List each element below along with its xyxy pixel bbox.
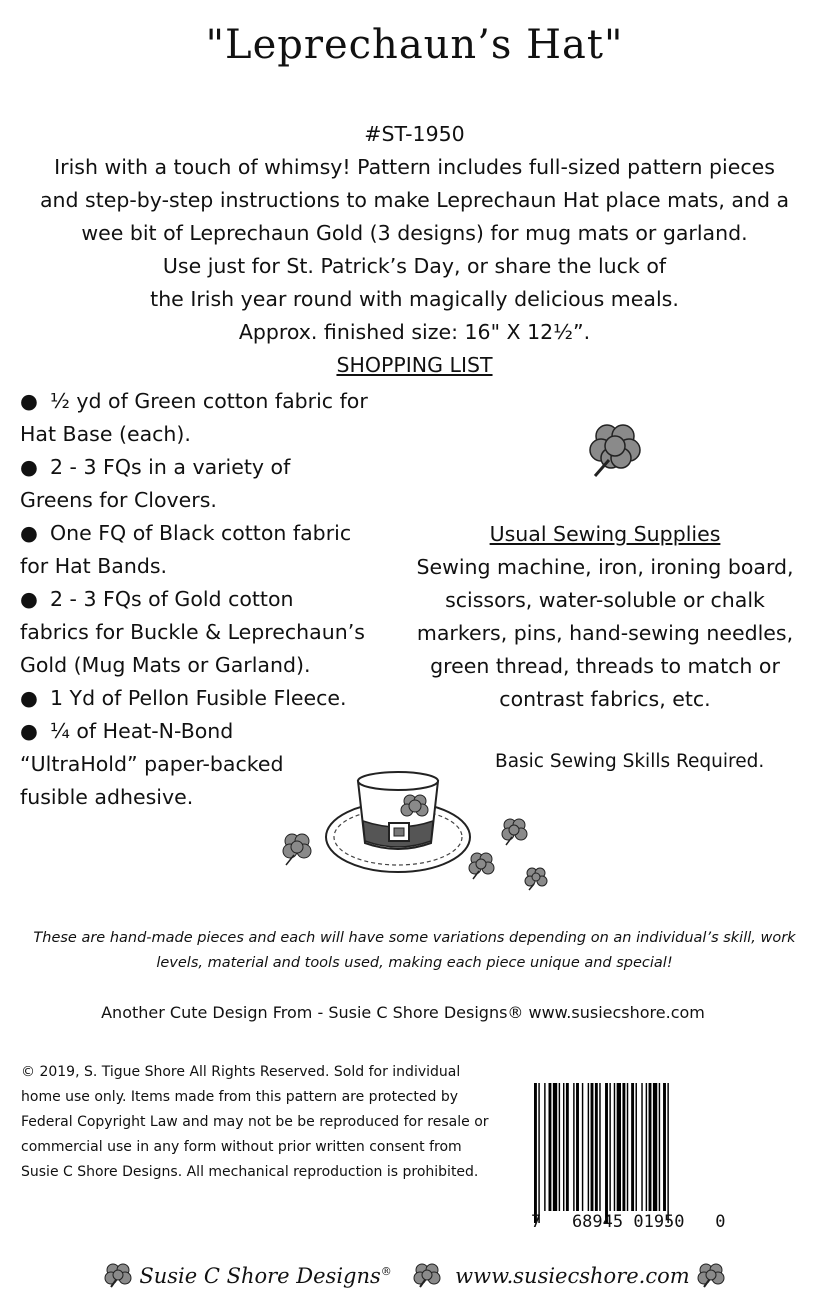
barcode-bar (588, 1083, 589, 1211)
shopping-list-text: Hat Base (each). (20, 422, 191, 446)
shopping-list-item-continued (20, 484, 400, 517)
copyright-line: home use only. Items made from this pattern are protected by (21, 1089, 458, 1105)
barcode-bar (614, 1083, 615, 1211)
barcode-bar (667, 1083, 668, 1223)
barcode-bar (627, 1083, 628, 1211)
barcode-bar (653, 1083, 657, 1211)
disclaimer-line: These are hand-made pieces and each will have some variations depending on an individual’s skill, work (33, 930, 796, 946)
shopping-list-text: “UltraHold” paper-backed (20, 752, 284, 776)
barcode-bar (582, 1083, 583, 1211)
shopping-list-item-continued (20, 649, 400, 682)
barcode-bar (559, 1083, 560, 1211)
shopping-list-text: for Hat Bands. (20, 554, 168, 578)
shopping-list-item (20, 583, 400, 616)
designer-credit: Another Cute Design From - Susie C Shore Designs® www.susiecshore.com (101, 1003, 705, 1022)
barcode-bar (576, 1083, 579, 1211)
supplies-line: Sewing machine, iron, ironing board, (416, 555, 794, 579)
barcode-bar (622, 1083, 625, 1211)
shamrock-icon (696, 1262, 726, 1288)
barcode-bar (636, 1083, 637, 1211)
copyright-line: © 2019, S. Tigue Shore All Rights Reserved. Sold for individual (21, 1064, 461, 1080)
description-block (0, 118, 829, 382)
shopping-list-item (20, 682, 400, 715)
barcode-bar (591, 1083, 594, 1211)
disclaimer (0, 926, 829, 976)
footer (0, 1262, 829, 1288)
shopping-list-text: ¼ of Heat-N-Bond (50, 719, 234, 743)
shopping-list (20, 385, 400, 814)
description-line: wee bit of Leprechaun Gold (3 designs) for mug mats or garland. (81, 221, 748, 245)
barcode-bar (534, 1083, 537, 1223)
footer-website: www.susiecshore.com (455, 1264, 690, 1288)
disclaimer-line: levels, material and tools used, making each piece unique and special! (156, 955, 673, 971)
footer-brand: Susie C Shore Designs (139, 1264, 381, 1288)
barcode-bar (599, 1083, 600, 1211)
supplies-line: markers, pins, hand-sewing needles, (416, 621, 794, 645)
barcode-bar (549, 1083, 552, 1211)
description-line: Irish with a touch of whimsy! Pattern includes full-sized pattern pieces (54, 155, 775, 179)
shamrock-icon (103, 1262, 133, 1288)
description-line: Use just for St. Patrick’s Day, or share the luck of (162, 254, 667, 278)
finished-size: Approx. finished size: 16" X 12½”. (238, 320, 591, 344)
barcode-bar (659, 1083, 660, 1211)
shopping-list-text: fusible adhesive. (20, 785, 194, 809)
barcode-bar (544, 1083, 545, 1211)
barcode-bar (641, 1083, 642, 1211)
sku: #ST-1950 (364, 122, 465, 146)
barcode-bar (538, 1083, 539, 1223)
shopping-list-item-continued (20, 616, 400, 649)
shopping-list-text: One FQ of Black cotton fabric (50, 521, 352, 545)
barcode-bar (566, 1083, 569, 1211)
barcode-bar (649, 1083, 652, 1211)
shopping-list-text: 2 - 3 FQs of Gold cotton (50, 587, 294, 611)
bullet-icon: ● (20, 587, 38, 611)
bullet-icon: ● (20, 521, 38, 545)
shopping-list-item-continued (20, 418, 400, 451)
shamrock-icon (412, 1262, 442, 1288)
supplies-line: scissors, water-soluble or chalk (445, 588, 765, 612)
shopping-list-item (20, 517, 400, 550)
shopping-list-heading: SHOPPING LIST (336, 353, 493, 377)
barcode-bar (563, 1083, 564, 1211)
barcode-bar (553, 1083, 557, 1211)
supplies-line: contrast fabrics, etc. (499, 687, 711, 711)
copyright-line: Federal Copyright Law and may not be be reproduced for resale or (21, 1114, 489, 1130)
shopping-list-item-continued (20, 550, 400, 583)
shopping-list-text: Gold (Mug Mats or Garland). (20, 653, 311, 677)
shopping-list-item (20, 715, 400, 748)
bullet-icon: ● (20, 719, 38, 743)
supplies-heading: Usual Sewing Supplies (489, 522, 721, 546)
bullet-icon: ● (20, 389, 38, 413)
barcode-bar (646, 1083, 647, 1211)
bullet-icon: ● (20, 455, 38, 479)
shopping-list-text: fabrics for Buckle & Leprechaun’s (20, 620, 365, 644)
shopping-list-text: ½ yd of Green cotton fabric for (50, 389, 368, 413)
shopping-list-item (20, 385, 400, 418)
shopping-list-item (20, 451, 400, 484)
sewing-supplies (405, 518, 805, 716)
barcode-bar (631, 1083, 634, 1211)
shopping-list-text: 2 - 3 FQs in a variety of (50, 455, 291, 479)
description-line: and step-by-step instructions to make Leprechaun Hat place mats, and a (39, 188, 790, 212)
barcode-bar (605, 1083, 608, 1223)
barcode-bar (609, 1083, 610, 1211)
shamrock-icon (585, 420, 645, 480)
copyright-line: Susie C Shore Designs. All mechanical reproduction is prohibited. (21, 1164, 479, 1180)
skills-note: Basic Sewing Skills Required. (495, 751, 765, 772)
footer-reg-mark: ® (380, 1265, 392, 1278)
page-title: "Leprechaun’s Hat" (205, 22, 624, 68)
shopping-list-text: Greens for Clovers. (20, 488, 217, 512)
barcode-bar (573, 1083, 574, 1211)
barcode-number: 7 68945 01950 0 (531, 1212, 726, 1232)
description-line: the Irish year round with magically delicious meals. (150, 287, 679, 311)
bullet-icon: ● (20, 686, 38, 710)
copyright-notice (21, 1060, 531, 1185)
leprechaun-hat-illustration (270, 755, 560, 895)
supplies-line: green thread, threads to match or (430, 654, 780, 678)
barcode-bar (663, 1083, 666, 1211)
shopping-list-text: 1 Yd of Pellon Fusible Fleece. (50, 686, 347, 710)
barcode-bar (595, 1083, 598, 1211)
copyright-line: commercial use in any form without prior written consent from (21, 1139, 462, 1155)
barcode-bar (617, 1083, 621, 1211)
